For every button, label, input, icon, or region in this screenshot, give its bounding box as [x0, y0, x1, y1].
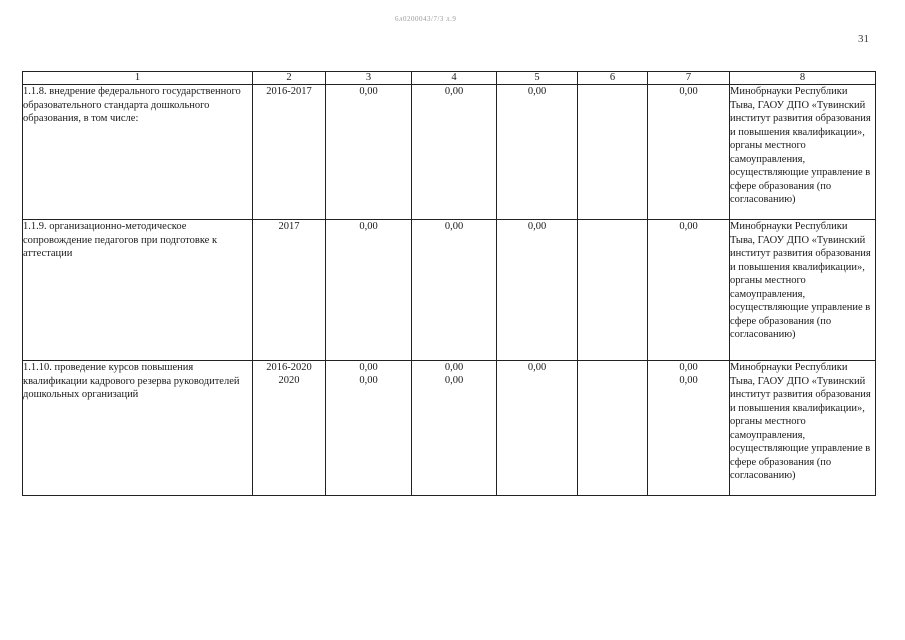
- column-header-7: 7: [648, 72, 730, 85]
- measure-description: 1.1.8. внедрение федерального государственного образовательного стандарта дошкольного образования, в том числе:: [23, 85, 253, 220]
- responsible-executors: Минобрнауки Республики Тыва, ГАОУ ДПО «Тувинский институт развития образования и повышения квалификации», органы местного самоуправления, осуществляющие управление в сфере образования (по согласованию): [730, 85, 876, 220]
- col4-value: 0,00: [444, 221, 464, 232]
- col6-value: [578, 374, 647, 387]
- responsible-executors: Минобрнауки Республики Тыва, ГАОУ ДПО «Тувинский институт развития образования и повышения квалификации», органы местного самоуправления, осуществляющие управление в сфере образования (по согласованию): [730, 220, 876, 361]
- table-row: [23, 85, 876, 220]
- column-header-4: 4: [412, 72, 497, 85]
- document-stamp: 6л0200043/7/3 л.9: [395, 15, 457, 23]
- col3-cell: [326, 220, 412, 361]
- col7-value: 0,00: [679, 86, 698, 97]
- col5-value: 0,00: [527, 86, 547, 97]
- responsible-executors: Минобрнауки Республики Тыва, ГАОУ ДПО «Тувинский институт развития образования и повышения квалификации», органы местного самоуправления, осуществляющие управление в сфере образования (по согласованию): [730, 361, 876, 496]
- column-header-5: 5: [497, 72, 578, 85]
- col4-value: 0,00: [444, 362, 464, 373]
- years-cell: [253, 361, 326, 496]
- col3-value: 0,00: [359, 375, 378, 386]
- col3-value: 0,00: [359, 86, 378, 97]
- page-number: 31: [858, 33, 869, 45]
- years-value: 2017: [278, 221, 300, 232]
- years-cell: [253, 85, 326, 220]
- col7-cell: [648, 361, 730, 496]
- col5-cell: [497, 220, 578, 361]
- measure-description: 1.1.10. проведение курсов повышения квалификации кадрового резерва руководителей дошкольных организаций: [23, 361, 253, 496]
- col7-cell: [648, 85, 730, 220]
- years-value: 2020: [278, 375, 300, 386]
- col4-value: 0,00: [444, 375, 464, 386]
- column-number-row: [23, 72, 876, 85]
- col3-value: 0,00: [359, 221, 378, 232]
- table-row: [23, 220, 876, 361]
- program-table: [22, 71, 876, 496]
- table-row: [23, 361, 876, 496]
- column-header-2: 2: [253, 72, 326, 85]
- col5-value: [497, 374, 577, 387]
- column-header-1: 1: [23, 72, 253, 85]
- col4-value: 0,00: [444, 86, 464, 97]
- measure-description: 1.1.9. организационно-методическое сопровождение педагогов при подготовке к аттестации: [23, 220, 253, 361]
- col6-value: [578, 361, 647, 374]
- col7-value: 0,00: [679, 375, 698, 386]
- col4-cell: [412, 361, 497, 496]
- col6-value: [578, 85, 647, 98]
- years-value: 2016-2020: [266, 362, 312, 373]
- col3-cell: [326, 361, 412, 496]
- col6-cell: [578, 361, 648, 496]
- years-cell: [253, 220, 326, 361]
- col7-value: 0,00: [679, 221, 698, 232]
- col6-value: [578, 220, 647, 233]
- column-header-8: 8: [730, 72, 876, 85]
- col7-value: 0,00: [679, 362, 698, 373]
- col3-cell: [326, 85, 412, 220]
- col6-cell: [578, 85, 648, 220]
- column-header-3: 3: [326, 72, 412, 85]
- col5-cell: [497, 361, 578, 496]
- col4-cell: [412, 220, 497, 361]
- years-value: 2016-2017: [266, 86, 312, 97]
- col3-value: 0,00: [359, 362, 378, 373]
- col5-value: 0,00: [527, 362, 547, 373]
- col5-cell: [497, 85, 578, 220]
- col6-cell: [578, 220, 648, 361]
- col7-cell: [648, 220, 730, 361]
- column-header-6: 6: [578, 72, 648, 85]
- col4-cell: [412, 85, 497, 220]
- col5-value: 0,00: [527, 221, 547, 232]
